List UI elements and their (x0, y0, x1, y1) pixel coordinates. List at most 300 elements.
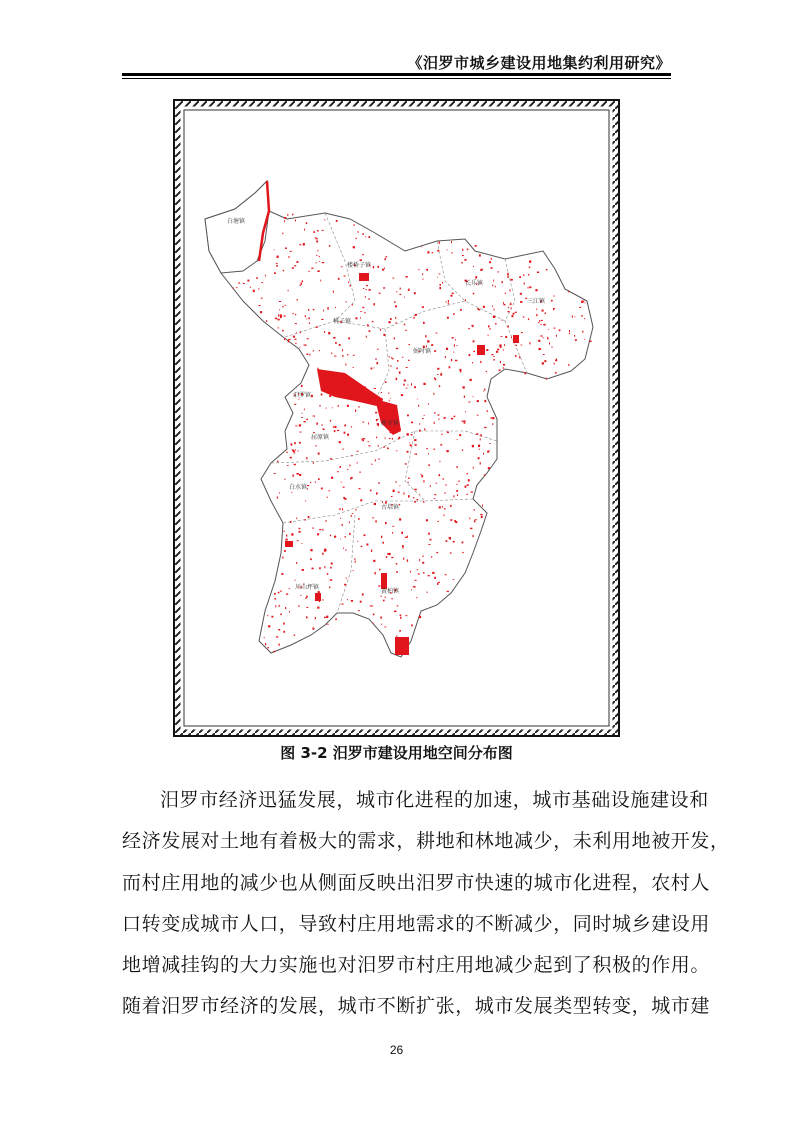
settlement-dot (351, 455, 352, 456)
settlement-dot (542, 310, 544, 312)
settlement-dot (386, 256, 388, 257)
settlement-dot (422, 562, 424, 564)
settlement-dot (360, 471, 361, 473)
town-label-sanjiang: 三江镇 (527, 298, 546, 305)
settlement-dot (439, 506, 441, 508)
settlement-dot (377, 423, 379, 425)
settlement-dot (342, 508, 343, 510)
settlement-dot (539, 320, 540, 322)
settlement-dot (303, 243, 305, 245)
settlement-dot (325, 520, 327, 521)
settlement-dot (396, 348, 398, 349)
settlement-dot (546, 269, 548, 270)
settlement-dot (470, 528, 472, 529)
settlement-dot (440, 444, 442, 445)
settlement-dot (304, 421, 306, 422)
settlement-dot (393, 490, 395, 492)
settlement-dot (368, 422, 369, 424)
settlement-dot (371, 464, 372, 465)
settlement-dot (569, 330, 570, 332)
settlement-dot (418, 269, 419, 270)
settlement-dot (383, 585, 384, 586)
settlement-dot (460, 371, 462, 372)
settlement-dot (410, 444, 412, 446)
settlement-dot (482, 505, 483, 507)
settlement-dot (284, 217, 286, 219)
town-label-quyuan: 屈原镇 (311, 434, 330, 441)
settlement-dot (411, 434, 413, 435)
settlement-dot (462, 421, 463, 423)
settlement-dot (480, 434, 481, 436)
settlement-dot (437, 250, 439, 252)
settlement-dot (330, 458, 332, 459)
settlement-dot (301, 385, 303, 387)
settlement-dot (418, 573, 420, 574)
settlement-dot (293, 313, 294, 314)
settlement-dot (363, 439, 364, 441)
settlement-dot (302, 280, 303, 282)
settlement-dot (451, 359, 452, 361)
settlement-dot (274, 473, 276, 474)
settlement-dot (438, 582, 440, 583)
settlement-dot (292, 475, 294, 476)
settlement-dot (298, 605, 300, 606)
settlement-dot (493, 356, 494, 357)
settlement-dot (538, 340, 540, 342)
settlement-dot (369, 606, 371, 607)
settlement-dot (319, 261, 320, 262)
settlement-dot (284, 531, 285, 533)
settlement-dot (368, 298, 369, 299)
settlement-dot (322, 262, 324, 263)
settlement-dot (396, 450, 397, 451)
settlement-dot (310, 354, 311, 356)
settlement-dot (335, 618, 336, 620)
settlement-dot (476, 433, 478, 435)
settlement-dot (320, 280, 321, 282)
settlement-dot (439, 242, 440, 244)
settlement-dot (421, 246, 422, 247)
settlement-dot (400, 615, 402, 616)
settlement-dot (360, 601, 362, 603)
settlement-dot (362, 307, 364, 308)
settlement-dot (294, 464, 296, 465)
settlement-dot (327, 497, 328, 498)
settlement-dot (282, 306, 283, 308)
settlement-dot (304, 345, 306, 346)
settlement-dot (434, 498, 436, 499)
settlement-dot (342, 355, 344, 356)
settlement-dot (316, 241, 318, 243)
settlement-dot (294, 442, 296, 444)
settlement-dot (464, 396, 465, 398)
town-label-changle: 长乐镇 (465, 280, 484, 287)
settlement-dot (400, 428, 401, 429)
body-line: 口转变成城市人口，导致村庄用地需求的不断减少，同时城乡建设用 (122, 912, 711, 935)
settlement-dot (353, 224, 355, 225)
settlement-dot (395, 305, 397, 307)
settlement-dot (443, 478, 444, 479)
settlement-dot (318, 453, 320, 455)
settlement-dot (572, 316, 573, 318)
settlement-dot (411, 422, 413, 424)
settlement-dot (441, 373, 442, 375)
settlement-dot (584, 318, 585, 319)
settlement-dot (404, 297, 405, 298)
settlement-dot (331, 563, 333, 565)
town-label-louqiaozi: 楼桥子镇 (347, 262, 372, 269)
settlement-dot (554, 363, 555, 365)
settlement-dot (294, 339, 296, 340)
settlement-dot (528, 274, 529, 276)
settlement-dot (444, 417, 446, 419)
settlement-dot (419, 616, 421, 618)
settlement-dot (381, 398, 383, 400)
settlement-dot (321, 393, 323, 395)
settlement-dot (480, 462, 481, 464)
settlement-dot (299, 424, 301, 426)
settlement-dot (305, 598, 307, 599)
settlement-dot (321, 488, 323, 490)
settlement-dot (371, 368, 373, 370)
settlement-dot (472, 362, 473, 363)
settlement-dot (495, 323, 496, 325)
settlement-dot (375, 520, 377, 522)
settlement-dot (286, 535, 287, 537)
settlement-dot (318, 591, 320, 593)
settlement-dot (469, 354, 471, 356)
settlement-dot (500, 347, 502, 348)
settlement-dot (446, 301, 447, 302)
settlement-dot (390, 431, 392, 433)
settlement-dot (403, 384, 405, 386)
settlement-dot (553, 308, 554, 310)
settlement-dot (575, 316, 576, 317)
settlement-dot (408, 360, 410, 361)
settlement-dot (556, 335, 557, 337)
settlement-dot (361, 546, 363, 547)
page-number: 26 (389, 1043, 404, 1057)
settlement-dot (333, 291, 334, 293)
settlement-dot (382, 269, 384, 271)
settlement-dot (399, 294, 401, 295)
settlement-dot (351, 426, 352, 427)
settlement-dot (358, 406, 360, 407)
settlement-dot (316, 262, 317, 263)
settlement-dot (299, 442, 301, 444)
settlement-dot (516, 345, 517, 346)
settlement-dot (524, 372, 526, 374)
settlement-dot (296, 518, 297, 520)
settlement-dot (413, 317, 414, 319)
settlement-dot (378, 419, 379, 420)
settlement-dot (426, 346, 427, 348)
settlement-dot (317, 533, 319, 535)
settlement-dot (364, 312, 365, 314)
settlement-dot (447, 432, 449, 434)
settlement-dot (348, 282, 349, 284)
settlement-dot (549, 342, 550, 344)
settlement-dot (376, 492, 378, 494)
settlement-dot (385, 522, 387, 524)
settlement-dot (444, 508, 446, 509)
settlement-dot (428, 575, 430, 576)
settlement-dot (317, 230, 319, 231)
settlement-dot (264, 637, 265, 638)
settlement-dot (502, 320, 503, 321)
settlement-dot (454, 344, 455, 346)
settlement-dot (375, 459, 376, 461)
settlement-dot (400, 485, 401, 486)
settlement-dot (300, 595, 301, 596)
settlement-dot (480, 438, 481, 440)
settlement-dot (436, 333, 438, 334)
settlement-dot (347, 599, 348, 600)
settlement-dot (478, 445, 480, 447)
settlement-dot (378, 266, 380, 268)
settlement-dot (364, 392, 366, 394)
settlement-dot (579, 307, 581, 308)
settlement-dot (373, 614, 375, 616)
settlement-dot (323, 310, 324, 312)
settlement-dot (326, 371, 327, 373)
settlement-dot (483, 453, 484, 455)
settlement-dot (279, 301, 281, 302)
settlement-dot (459, 369, 461, 371)
settlement-dot (347, 434, 349, 436)
settlement-dot (414, 586, 415, 588)
settlement-dot (492, 305, 493, 306)
settlement-dot (346, 301, 347, 302)
settlement-dot (496, 351, 498, 353)
settlement-dot (437, 521, 439, 522)
settlement-dot (307, 338, 309, 339)
settlement-dot (491, 354, 493, 355)
settlement-dot (457, 494, 458, 496)
settlement-dot (318, 250, 319, 252)
settlement-dot (521, 345, 523, 346)
settlement-dot (326, 408, 327, 409)
settlement-dot (475, 276, 477, 278)
settlement-dot (345, 363, 346, 365)
settlement-dot (511, 337, 512, 339)
settlement-dot (297, 299, 298, 300)
settlement-dot (447, 591, 449, 592)
settlement-dot (427, 251, 429, 253)
settlement-dot (369, 445, 371, 446)
settlement-dot (396, 291, 397, 293)
settlement-dot (395, 411, 396, 413)
settlement-dot (278, 315, 279, 317)
settlement-dot (484, 427, 486, 428)
settlement-dot (437, 374, 438, 375)
settlement-dot (454, 520, 456, 522)
settlement-dot (419, 423, 420, 424)
settlement-dot (376, 437, 377, 439)
settlement-dot (347, 469, 348, 470)
settlement-dot (363, 438, 365, 439)
settlement-dot (378, 482, 379, 484)
settlement-dot (422, 273, 423, 275)
settlement-dot (426, 519, 428, 521)
settlement-dot (299, 528, 301, 529)
settlement-dot (365, 275, 367, 277)
settlement-dot (290, 251, 292, 252)
settlement-dot (265, 275, 266, 277)
settlement-dot (329, 587, 330, 589)
settlement-dot (467, 249, 469, 251)
settlement-dot (422, 418, 424, 419)
settlement-dot (315, 237, 317, 238)
settlement-dot (301, 283, 302, 285)
settlement-dot (437, 583, 438, 585)
settlement-dot (344, 276, 346, 277)
settlement-dot (505, 293, 506, 295)
settlement-dot (501, 336, 503, 337)
settlement-dot (453, 579, 455, 580)
settlement-dot (451, 252, 452, 253)
settlement-dot (488, 467, 490, 469)
settlement-dot (313, 416, 314, 417)
settlement-dot (317, 270, 319, 272)
settlement-dot (317, 607, 319, 609)
settlement-dot (293, 453, 295, 454)
settlement-dot (466, 473, 468, 474)
settlement-dot (277, 319, 279, 321)
settlement-dot (335, 342, 337, 344)
settlement-dot (407, 385, 408, 386)
settlement-dot (271, 616, 273, 618)
settlement-dot (276, 263, 278, 264)
settlement-dot (427, 270, 428, 271)
settlement-dot (379, 569, 380, 571)
settlement-dot (399, 630, 401, 632)
settlement-dot (483, 391, 484, 392)
settlement-dot (286, 247, 287, 249)
settlement-dot (411, 589, 412, 590)
settlement-dot (407, 415, 409, 417)
settlement-dot (324, 550, 326, 552)
settlement-dot (351, 515, 353, 516)
settlement-dot (278, 592, 280, 594)
settlement-dot (450, 538, 451, 540)
settlement-dot (554, 328, 556, 329)
town-label-chuanshanping: 川山坪镇 (295, 584, 320, 591)
settlement-dot (569, 333, 570, 334)
settlement-dot (439, 287, 441, 289)
settlement-dot (478, 457, 480, 459)
settlement-dot (384, 627, 386, 628)
settlement-dot (397, 360, 399, 362)
settlement-dot (306, 596, 308, 598)
body-line: 经济发展对土地有着极大的需求，耕地和林地减少，未利用地被开发， (122, 830, 730, 853)
settlement-dot (330, 535, 331, 537)
settlement-dot (472, 445, 474, 447)
settlement-dot (285, 607, 286, 609)
settlement-dot (352, 513, 354, 514)
settlement-dot (335, 307, 336, 308)
settlement-dot (363, 288, 364, 289)
settlement-dot (462, 552, 464, 553)
settlement-dot (584, 339, 585, 340)
settlement-dot (362, 593, 364, 595)
settlement-dot (343, 548, 344, 549)
settlement-dot (287, 290, 289, 291)
settlement-dot (396, 322, 397, 324)
settlement-dot (417, 499, 419, 500)
settlement-dot (351, 600, 353, 602)
settlement-dot (297, 261, 299, 263)
town-label-taozi: 桃子镇 (333, 318, 352, 325)
settlement-dot (247, 280, 249, 282)
settlement-dot (340, 379, 342, 380)
settlement-dot (551, 300, 553, 302)
settlement-dot (355, 410, 356, 412)
settlement-dot (350, 285, 351, 287)
settlement-dot (540, 335, 542, 336)
settlement-dot (346, 578, 347, 579)
settlement-dot (421, 475, 423, 477)
settlement-dot (524, 282, 525, 284)
settlement-dot (542, 362, 544, 364)
settlement-dot (340, 518, 341, 519)
settlement-dot (487, 410, 488, 412)
settlement-dot (305, 501, 306, 502)
settlement-dot (284, 479, 285, 480)
settlement-dot (402, 640, 403, 641)
settlement-dot (362, 422, 364, 423)
settlement-dot (452, 337, 454, 338)
settlement-dot (396, 378, 398, 380)
settlement-dot (319, 350, 320, 351)
settlement-dot (365, 296, 366, 297)
settlement-dot (329, 490, 331, 491)
settlement-dot (436, 552, 438, 553)
settlement-dot (306, 222, 307, 224)
settlement-dot (399, 371, 401, 373)
settlement-dot (301, 417, 303, 418)
settlement-dot (374, 503, 376, 505)
settlement-dot (290, 521, 291, 523)
settlement-dot (295, 426, 297, 427)
settlement-dot (298, 450, 299, 451)
settlement-dot (505, 336, 507, 338)
settlement-dot (291, 533, 293, 535)
settlement-dot (434, 350, 436, 352)
settlement-dot (300, 331, 301, 333)
settlement-dot (403, 558, 404, 560)
settlement-dot (480, 514, 482, 515)
settlement-dot (423, 501, 424, 503)
settlement-dot (444, 493, 446, 494)
settlement-dot (389, 553, 391, 555)
settlement-dot (468, 479, 470, 481)
settlement-dot (274, 593, 276, 595)
settlement-dot (385, 381, 387, 383)
settlement-dot (344, 536, 346, 537)
settlement-dot (287, 465, 289, 466)
settlement-dot (388, 321, 390, 323)
settlement-dot (428, 403, 429, 405)
settlement-dot (347, 405, 349, 407)
settlement-dot (383, 447, 385, 448)
settlement-dot (493, 280, 494, 282)
settlement-dot (320, 405, 321, 407)
settlement-dot (357, 541, 358, 542)
settlement-dot (352, 304, 353, 305)
settlement-dot (507, 276, 508, 278)
settlement-dot (404, 380, 406, 382)
